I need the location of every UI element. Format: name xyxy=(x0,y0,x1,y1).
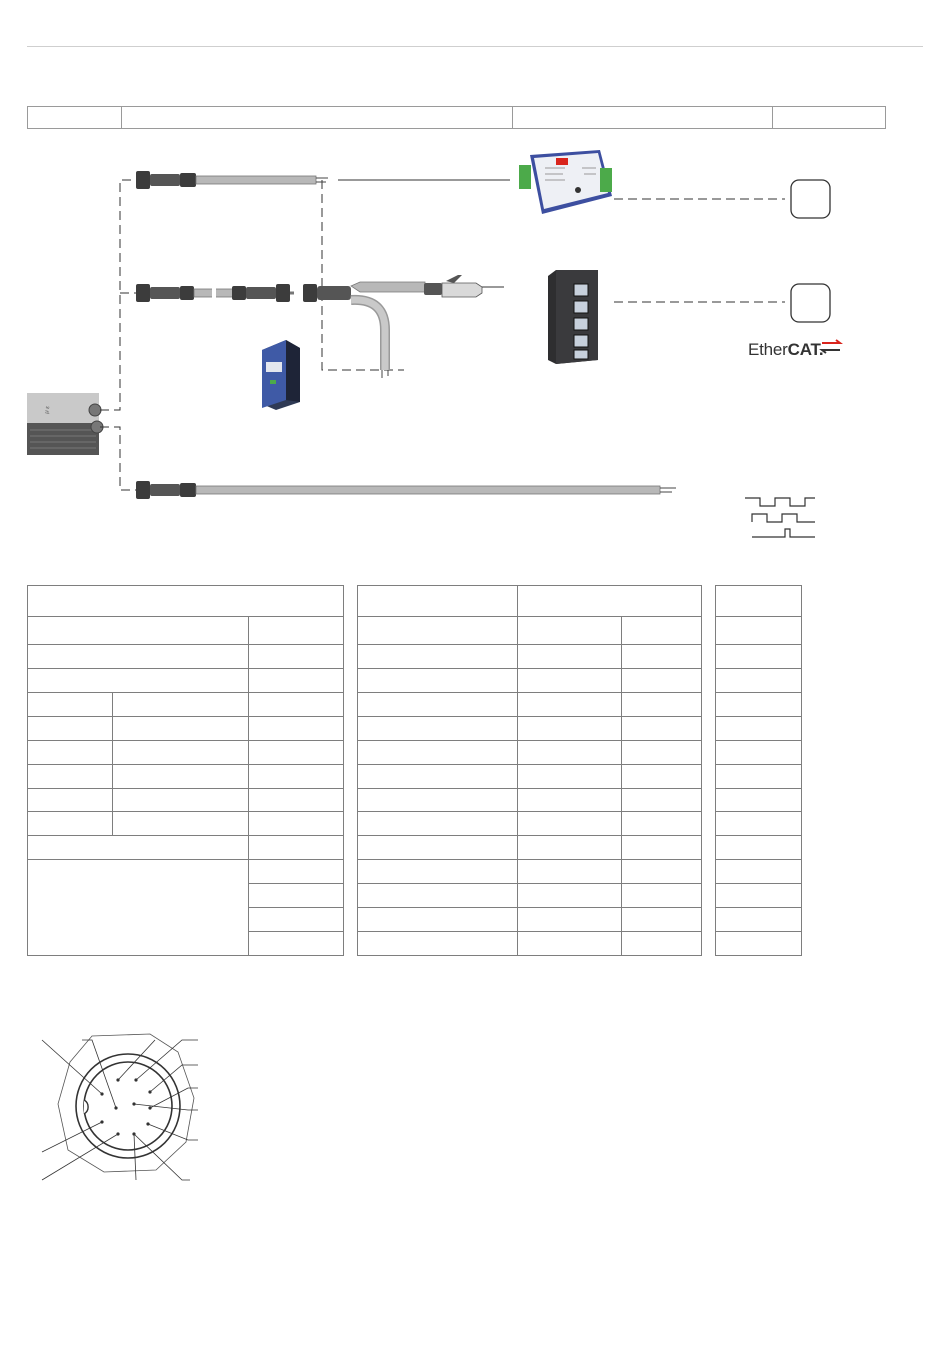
cable-3 xyxy=(136,481,676,499)
pc-box-1 xyxy=(791,180,830,218)
top-rule xyxy=(27,46,923,47)
table-cell xyxy=(28,617,249,645)
table-row xyxy=(28,836,802,860)
table-row xyxy=(28,716,802,740)
table-row xyxy=(28,669,802,693)
ethercat-logo xyxy=(748,340,823,360)
ethercat-suffix: CAT. xyxy=(787,340,824,359)
strip-cell xyxy=(122,107,513,128)
ethercat-prefix: Ether xyxy=(748,340,788,359)
connector-pinout-icon xyxy=(35,1025,210,1190)
table-row xyxy=(28,693,802,717)
cable-2 xyxy=(136,275,504,378)
table-cell xyxy=(358,617,518,645)
table-row xyxy=(28,740,802,764)
ethercat-arrows-icon xyxy=(822,340,840,353)
converter-icon xyxy=(519,150,612,214)
table-header-cell xyxy=(358,586,518,617)
table-cell xyxy=(622,617,702,645)
psu-icon xyxy=(262,340,300,410)
table-cell xyxy=(518,617,622,645)
table-header-cell xyxy=(518,586,702,617)
table-row xyxy=(28,788,802,812)
pin-assignment-table xyxy=(27,585,802,956)
strip-cell xyxy=(513,107,773,128)
cable-1 xyxy=(136,171,510,189)
table-row xyxy=(28,645,802,669)
table-header-cell xyxy=(716,586,802,617)
strip-cell xyxy=(28,107,122,128)
table-row xyxy=(28,812,802,836)
table-cell xyxy=(716,617,802,645)
sensor-icon xyxy=(27,393,103,455)
table-row xyxy=(28,764,802,788)
pulse-signal-icon xyxy=(745,498,815,537)
strip-cell xyxy=(773,107,885,128)
table-row xyxy=(28,860,802,884)
header-strip-table xyxy=(27,106,886,129)
svg-text:μ ε: μ ε xyxy=(44,405,52,415)
table-header-cell xyxy=(28,586,344,617)
table-cell xyxy=(249,617,344,645)
pc-box-2 xyxy=(791,284,830,322)
switch-icon xyxy=(548,270,598,364)
